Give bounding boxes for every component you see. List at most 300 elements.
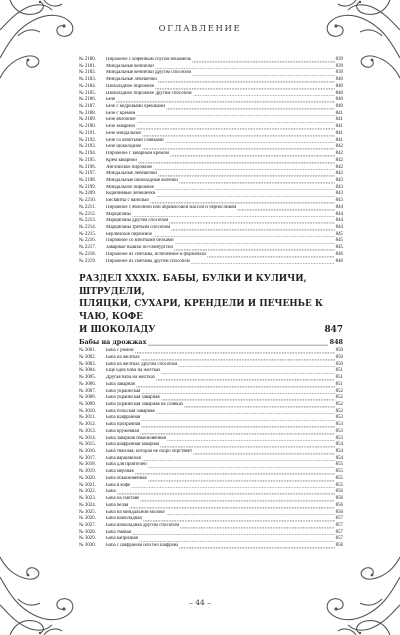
toc-entry bbox=[79, 238, 343, 245]
entry-page-number: 857 bbox=[335, 522, 343, 528]
toc-entry bbox=[79, 442, 343, 449]
toc-entry bbox=[79, 57, 343, 64]
toc-entry bbox=[79, 191, 343, 198]
entry-page-number: 843 bbox=[335, 198, 343, 204]
entry-title: Пирожное из сметаны, испеченное в формочках bbox=[106, 251, 207, 257]
entry-number: № 3023. bbox=[79, 496, 96, 502]
entry-number: № 2194. bbox=[79, 151, 96, 157]
entry-title: Миндальные вечнички другим способом bbox=[106, 70, 192, 76]
entry-title: Миндальные шоколадные колечки bbox=[106, 177, 178, 183]
entry-title: Безе шоколадное bbox=[106, 144, 142, 150]
entry-page-number: 850 bbox=[335, 354, 343, 360]
entry-title: Баба bbox=[106, 489, 116, 495]
leader-dots bbox=[148, 480, 335, 482]
toc-entry bbox=[79, 503, 343, 510]
toc-entry bbox=[79, 449, 343, 456]
entry-number: № 3021. bbox=[79, 482, 96, 488]
entry-page-number: 855 bbox=[335, 475, 343, 481]
leader-dots bbox=[160, 446, 334, 448]
entry-title: Баба для приятелей bbox=[106, 462, 147, 468]
leader-dots bbox=[148, 466, 335, 468]
entry-number: № 2195. bbox=[79, 157, 96, 163]
toc-entry bbox=[79, 185, 343, 192]
entry-title: Баба шафранная заварная bbox=[106, 442, 160, 448]
entry-title: Пирожное с яблочной или абрикосовой массой и черносливом bbox=[106, 204, 237, 210]
leader-dots bbox=[156, 413, 335, 415]
entry-number: № 2182. bbox=[79, 70, 96, 76]
leader-dots bbox=[143, 520, 335, 522]
entry-title: Баба украинская заварная на сливках bbox=[106, 402, 184, 407]
toc-content bbox=[79, 57, 343, 550]
entry-number: № 2214. bbox=[79, 224, 96, 230]
entry-page-number: 857 bbox=[335, 529, 343, 535]
section-page-number: 847 bbox=[324, 324, 343, 335]
toc-entry bbox=[79, 97, 343, 104]
entry-title: Баба на миндальном молоке bbox=[106, 509, 165, 515]
entry-number: № 3022. bbox=[79, 489, 96, 495]
toc-entry bbox=[79, 456, 343, 463]
entry-title: Марципаны bbox=[106, 211, 131, 217]
entry-number: № 3016. bbox=[79, 449, 96, 455]
entry-number: № 3002. bbox=[79, 354, 96, 360]
entry-page-number: 842 bbox=[335, 164, 343, 170]
entry-page-number: 842 bbox=[335, 171, 343, 177]
entry-number: № 3029. bbox=[79, 536, 96, 542]
entry-number: № 2184. bbox=[79, 83, 96, 89]
entry-page-number: 858 bbox=[335, 543, 343, 549]
toc-entry bbox=[79, 422, 343, 429]
entry-title: Коричневые лепешечки bbox=[106, 191, 156, 197]
entry-page-number: 839 bbox=[335, 57, 343, 62]
leader-dots bbox=[165, 142, 335, 144]
entry-title: Баба прозрачная bbox=[106, 422, 141, 428]
entry-number: № 2215. bbox=[79, 231, 96, 237]
entry-page-number: 856 bbox=[335, 496, 343, 502]
entry-number: № 2180. bbox=[79, 57, 96, 62]
subsection-title: Бабы на дрожжах bbox=[79, 338, 147, 347]
leader-dots bbox=[116, 101, 335, 103]
entry-page-number: 853 bbox=[335, 422, 343, 428]
leader-dots bbox=[132, 216, 335, 218]
entry-title: Безе со взбитыми сливками bbox=[106, 137, 164, 143]
leader-dots bbox=[142, 135, 334, 137]
entry-title: Безе bbox=[106, 97, 116, 103]
entry-number: № 3007. bbox=[79, 388, 96, 394]
entry-title: Баба на сметане bbox=[106, 496, 140, 502]
entry-title: Баба в кофе bbox=[106, 482, 131, 488]
toc-entry bbox=[79, 212, 343, 219]
entry-number: № 3012. bbox=[79, 422, 96, 428]
toc-entry bbox=[79, 111, 343, 118]
leader-dots bbox=[167, 440, 335, 442]
entry-title: Другая баба на желтках bbox=[106, 375, 156, 381]
entry-page-number: 845 bbox=[335, 231, 343, 237]
entry-page-number: 855 bbox=[335, 469, 343, 475]
toc-entry bbox=[79, 138, 343, 145]
corner-ornament-icon bbox=[0, 555, 85, 635]
toc-entry bbox=[79, 355, 343, 362]
leader-dots bbox=[129, 507, 334, 509]
entry-page-number: 842 bbox=[335, 144, 343, 150]
entry-number: № 3003. bbox=[79, 361, 96, 367]
leader-dots bbox=[155, 68, 335, 70]
entry-title: Баба украинская bbox=[106, 388, 141, 394]
entry-title: Английское пирожное bbox=[106, 164, 153, 170]
entry-title: Заварные пышки по-гамбургски bbox=[106, 245, 173, 251]
leader-dots bbox=[138, 162, 335, 164]
entry-title: Баба шоколадная другим способом bbox=[106, 522, 180, 528]
toc-entry bbox=[79, 131, 343, 138]
subsection-page-number: 848 bbox=[329, 338, 343, 347]
entry-page-number: 842 bbox=[335, 151, 343, 157]
entry-page-number: 851 bbox=[335, 375, 343, 381]
entry-title: Безе с кедровыми орешками bbox=[106, 104, 166, 110]
entry-page-number: 839 bbox=[335, 70, 343, 76]
entry-page-number: 843 bbox=[335, 191, 343, 197]
toc-entry bbox=[79, 510, 343, 517]
leader-dots bbox=[142, 460, 335, 462]
entry-number: № 2218. bbox=[79, 251, 96, 257]
leader-dots bbox=[158, 81, 335, 83]
entry-page-number: 840 bbox=[335, 97, 343, 103]
entry-title: Баба варшавская bbox=[106, 455, 141, 461]
corner-ornament-icon bbox=[315, 555, 400, 635]
leader-dots bbox=[178, 366, 334, 368]
entry-page-number: 852 bbox=[335, 388, 343, 394]
toc-entry bbox=[79, 429, 343, 436]
leader-dots bbox=[139, 540, 335, 542]
toc-entry bbox=[79, 462, 343, 469]
entry-page-number: 841 bbox=[335, 110, 343, 116]
leader-dots bbox=[148, 344, 327, 346]
toc-entry bbox=[79, 245, 343, 252]
leader-dots bbox=[136, 386, 335, 388]
leader-dots bbox=[158, 175, 335, 177]
toc-entry bbox=[79, 252, 343, 259]
entry-page-number: 840 bbox=[335, 77, 343, 83]
entry-page-number: 840 bbox=[335, 83, 343, 89]
leader-dots bbox=[207, 256, 334, 258]
leader-dots bbox=[184, 406, 334, 408]
toc-entry bbox=[79, 171, 343, 178]
toc-entry bbox=[79, 395, 343, 402]
entry-number: № 2192. bbox=[79, 137, 96, 143]
entry-number: № 3013. bbox=[79, 428, 96, 434]
toc-list bbox=[79, 57, 343, 265]
entry-title: Баба с ромом bbox=[106, 348, 134, 354]
entry-number: № 3001. bbox=[79, 348, 96, 354]
entry-page-number: 853 bbox=[335, 435, 343, 441]
toc-list bbox=[79, 348, 343, 550]
entry-number: № 3028. bbox=[79, 529, 96, 535]
entry-title: Баба кружевная bbox=[106, 428, 139, 434]
entry-title: Баба тмевая bbox=[106, 529, 131, 535]
toc-entry bbox=[79, 232, 343, 239]
entry-number: № 3014. bbox=[79, 435, 96, 441]
toc-entry bbox=[79, 198, 343, 205]
section-heading-line: И ШОКОЛАДУ bbox=[79, 324, 156, 335]
entry-title: Баба заварная bbox=[106, 381, 135, 387]
entry-title: Безе заварной bbox=[106, 124, 136, 130]
toc-entry bbox=[79, 496, 343, 503]
toc-entry bbox=[79, 70, 343, 77]
section-heading bbox=[79, 273, 343, 336]
entry-number: № 3026. bbox=[79, 516, 96, 522]
entry-page-number: 841 bbox=[335, 137, 343, 143]
entry-page-number: 853 bbox=[335, 428, 343, 434]
entry-page-number: 841 bbox=[335, 117, 343, 123]
toc-entry bbox=[79, 348, 343, 355]
entry-title: Баба обыкновенная bbox=[106, 475, 147, 481]
entry-page-number: 850 bbox=[335, 348, 343, 354]
toc-entry bbox=[79, 144, 343, 151]
toc-entry bbox=[79, 77, 343, 84]
entry-number: № 3024. bbox=[79, 502, 96, 508]
entry-page-number: 854 bbox=[335, 455, 343, 461]
leader-dots bbox=[193, 453, 335, 455]
toc-entry bbox=[79, 104, 343, 111]
entry-page-number: 851 bbox=[335, 368, 343, 374]
entry-title: Баба тяжелая, которая не скоро черствеет bbox=[106, 449, 193, 455]
leader-dots bbox=[175, 242, 335, 244]
page-header: ОГЛАВЛЕНИЕ bbox=[158, 24, 242, 34]
entry-number: № 3008. bbox=[79, 395, 96, 401]
entry-number: № 2187. bbox=[79, 104, 96, 110]
entry-title: Шоколадное пирожное bbox=[106, 83, 155, 89]
leader-dots bbox=[153, 236, 335, 238]
entry-page-number: 843 bbox=[335, 177, 343, 183]
leader-dots bbox=[132, 534, 335, 536]
entry-page-number: 844 bbox=[335, 218, 343, 224]
entry-title: Марципаны третьим способом bbox=[106, 224, 171, 230]
leader-dots bbox=[136, 128, 335, 130]
entry-page-number: 852 bbox=[335, 395, 343, 401]
entry-title: Миндальные лепешечки bbox=[106, 171, 157, 177]
leader-dots bbox=[140, 500, 334, 502]
entry-title: Баба на желтках другим способом bbox=[106, 361, 178, 367]
leader-dots bbox=[141, 359, 335, 361]
entry-number: № 3027. bbox=[79, 522, 96, 528]
entry-page-number: 843 bbox=[335, 184, 343, 190]
toc-entry bbox=[79, 516, 343, 523]
toc-entry bbox=[79, 117, 343, 124]
leader-dots bbox=[141, 393, 334, 395]
leader-dots bbox=[136, 115, 334, 117]
leader-dots bbox=[155, 88, 334, 90]
entry-page-number: 841 bbox=[335, 124, 343, 130]
entry-title: Крем заварной bbox=[106, 157, 137, 163]
leader-dots bbox=[155, 189, 335, 191]
entry-number: № 2212. bbox=[79, 211, 96, 217]
entry-number: № 2217. bbox=[79, 245, 96, 251]
leader-dots bbox=[169, 222, 334, 224]
entry-page-number: 854 bbox=[335, 442, 343, 448]
leader-dots bbox=[174, 249, 335, 251]
entry-page-number: 844 bbox=[335, 224, 343, 230]
leader-dots bbox=[161, 372, 334, 374]
entry-number: № 2213. bbox=[79, 218, 96, 224]
leader-dots bbox=[166, 514, 335, 516]
entry-number: № 2185. bbox=[79, 90, 96, 96]
entry-page-number: 844 bbox=[335, 211, 343, 217]
entry-title: Баба белая bbox=[106, 502, 129, 508]
toc-entry bbox=[79, 389, 343, 396]
entry-title: Шоколадное пирожное другим способом bbox=[106, 90, 192, 96]
entry-number: № 2209. bbox=[79, 191, 96, 197]
entry-page-number: 855 bbox=[335, 462, 343, 468]
entry-number: № 2191. bbox=[79, 130, 96, 136]
entry-number: № 2196. bbox=[79, 164, 96, 170]
toc-entry bbox=[79, 151, 343, 158]
entry-number: № 2211. bbox=[79, 204, 96, 210]
entry-title: Безе яблочное bbox=[106, 117, 136, 123]
entry-title: Пирожное с кофейным соусом бешамель bbox=[106, 57, 192, 62]
corner-ornament-icon bbox=[0, 0, 85, 80]
toc-entry bbox=[79, 178, 343, 185]
toc-entry bbox=[79, 409, 343, 416]
entry-title: Баба с шафраном или без шафрана bbox=[106, 543, 179, 549]
leader-dots bbox=[170, 155, 335, 157]
entry-number: № 3010. bbox=[79, 408, 96, 414]
toc-entry bbox=[79, 543, 343, 550]
entry-number: № 3030. bbox=[79, 543, 96, 549]
entry-page-number: 842 bbox=[335, 157, 343, 163]
entry-number: № 2198. bbox=[79, 177, 96, 183]
entry-page-number: 853 bbox=[335, 415, 343, 421]
leader-dots bbox=[237, 209, 334, 211]
entry-page-number: 856 bbox=[335, 502, 343, 508]
entry-number: № 3025. bbox=[79, 509, 96, 515]
entry-number: № 3009. bbox=[79, 402, 96, 407]
toc-entry bbox=[79, 259, 343, 266]
toc-entry bbox=[79, 375, 343, 382]
toc-entry bbox=[79, 84, 343, 91]
entry-title: Миндальные вечнички bbox=[106, 63, 154, 69]
leader-dots bbox=[141, 419, 334, 421]
toc-entry bbox=[79, 362, 343, 369]
entry-number: № 2190. bbox=[79, 124, 96, 130]
entry-title: Пирожное со взбитыми белками bbox=[106, 238, 174, 244]
toc-entry bbox=[79, 469, 343, 476]
toc-entry bbox=[79, 64, 343, 71]
entry-title: Баба заварная обыкновенная bbox=[106, 435, 166, 441]
page-number: – 44 – bbox=[189, 598, 211, 607]
entry-page-number: 844 bbox=[335, 204, 343, 210]
entry-page-number: 857 bbox=[335, 536, 343, 542]
leader-dots bbox=[150, 202, 335, 204]
entry-page-number: 852 bbox=[335, 402, 343, 407]
leader-dots bbox=[192, 61, 335, 63]
toc-entry bbox=[79, 225, 343, 232]
section-heading-line: ПЛЯЦКИ, СУХАРИ, КРЕНДЕЛИ И ПЕЧЕНЬЕ К ЧАЮ, КОФЕ bbox=[79, 299, 323, 323]
entry-title: Миндальное пирожное bbox=[106, 184, 155, 190]
entry-title: Пирожное с заварным кремом bbox=[106, 151, 169, 157]
toc-entry bbox=[79, 165, 343, 172]
leader-dots bbox=[179, 182, 335, 184]
toc-entry bbox=[79, 523, 343, 530]
entry-number: № 3004. bbox=[79, 368, 96, 374]
entry-page-number: 856 bbox=[335, 509, 343, 515]
entry-number: № 3011. bbox=[79, 415, 96, 421]
entry-page-number: 854 bbox=[335, 449, 343, 455]
toc-entry bbox=[79, 489, 343, 496]
entry-page-number: 840 bbox=[335, 90, 343, 96]
entry-page-number: 845 bbox=[335, 245, 343, 251]
entry-title: Баба украинская заварная bbox=[106, 395, 160, 401]
entry-title: Бисквиты с ванилью bbox=[106, 198, 149, 204]
entry-number: № 3006. bbox=[79, 381, 96, 387]
entry-number: № 2188. bbox=[79, 110, 96, 116]
entry-title: Баба шоколадная bbox=[106, 516, 142, 522]
entry-title: Баба капризная bbox=[106, 536, 138, 542]
entry-number: № 2197. bbox=[79, 171, 96, 177]
entry-page-number: 850 bbox=[335, 361, 343, 367]
entry-title: Баба шафранная bbox=[106, 415, 141, 421]
leader-dots bbox=[156, 379, 334, 381]
entry-page-number: 852 bbox=[335, 408, 343, 414]
entry-title: Баба на желтках bbox=[106, 354, 140, 360]
entry-title: Берлинское пирожное bbox=[106, 231, 152, 237]
entry-number: № 3017. bbox=[79, 455, 96, 461]
entry-number: № 3005. bbox=[79, 375, 96, 381]
entry-number: № 2189. bbox=[79, 117, 96, 123]
toc-entry bbox=[79, 91, 343, 98]
entry-number: № 3015. bbox=[79, 442, 96, 448]
leader-dots bbox=[192, 74, 335, 76]
leader-dots bbox=[180, 527, 335, 529]
toc-entry bbox=[79, 158, 343, 165]
leader-dots bbox=[131, 487, 334, 489]
toc-entry bbox=[79, 124, 343, 131]
leader-dots bbox=[156, 195, 334, 197]
toc-entry bbox=[79, 483, 343, 490]
entry-title: Баба мерзная bbox=[106, 469, 134, 475]
toc-entry bbox=[79, 436, 343, 443]
entry-page-number: 846 bbox=[335, 258, 343, 264]
toc-entry bbox=[79, 536, 343, 543]
entry-page-number: 839 bbox=[335, 63, 343, 69]
toc-entry bbox=[79, 205, 343, 212]
entry-number: № 2183. bbox=[79, 77, 96, 83]
toc-entry bbox=[79, 402, 343, 409]
entry-page-number: 856 bbox=[335, 489, 343, 495]
entry-number: № 2210. bbox=[79, 198, 96, 204]
leader-dots bbox=[193, 95, 335, 97]
entry-number: № 2219. bbox=[79, 258, 96, 264]
leader-dots bbox=[142, 148, 334, 150]
entry-title: Безе с кремом bbox=[106, 110, 136, 116]
entry-title: Пирожное из сметаны другим способом bbox=[106, 258, 190, 264]
leader-dots bbox=[171, 229, 335, 231]
section-heading-line: РАЗДЕЛ XXXIX. БАБЫ, БУЛКИ И КУЛИЧИ, ШТРУДЕЛИ, bbox=[79, 274, 307, 297]
leader-dots bbox=[166, 108, 335, 110]
entry-title: Еще одна баба на желтках bbox=[106, 368, 161, 374]
entry-number: № 3019. bbox=[79, 469, 96, 475]
entry-title: Марципаны другим способом bbox=[106, 218, 169, 224]
leader-dots bbox=[135, 473, 335, 475]
leader-dots bbox=[140, 433, 335, 435]
toc-entry bbox=[79, 530, 343, 537]
entry-number: № 2199. bbox=[79, 184, 96, 190]
entry-title: Миндальные лепешечки bbox=[106, 77, 157, 83]
leader-dots bbox=[161, 399, 335, 401]
entry-number: № 2193. bbox=[79, 144, 96, 150]
entry-page-number: 857 bbox=[335, 516, 343, 522]
toc-entry bbox=[79, 415, 343, 422]
entry-page-number: 841 bbox=[335, 130, 343, 136]
leader-dots bbox=[117, 493, 335, 495]
entry-title: Безе миндальное bbox=[106, 130, 142, 136]
